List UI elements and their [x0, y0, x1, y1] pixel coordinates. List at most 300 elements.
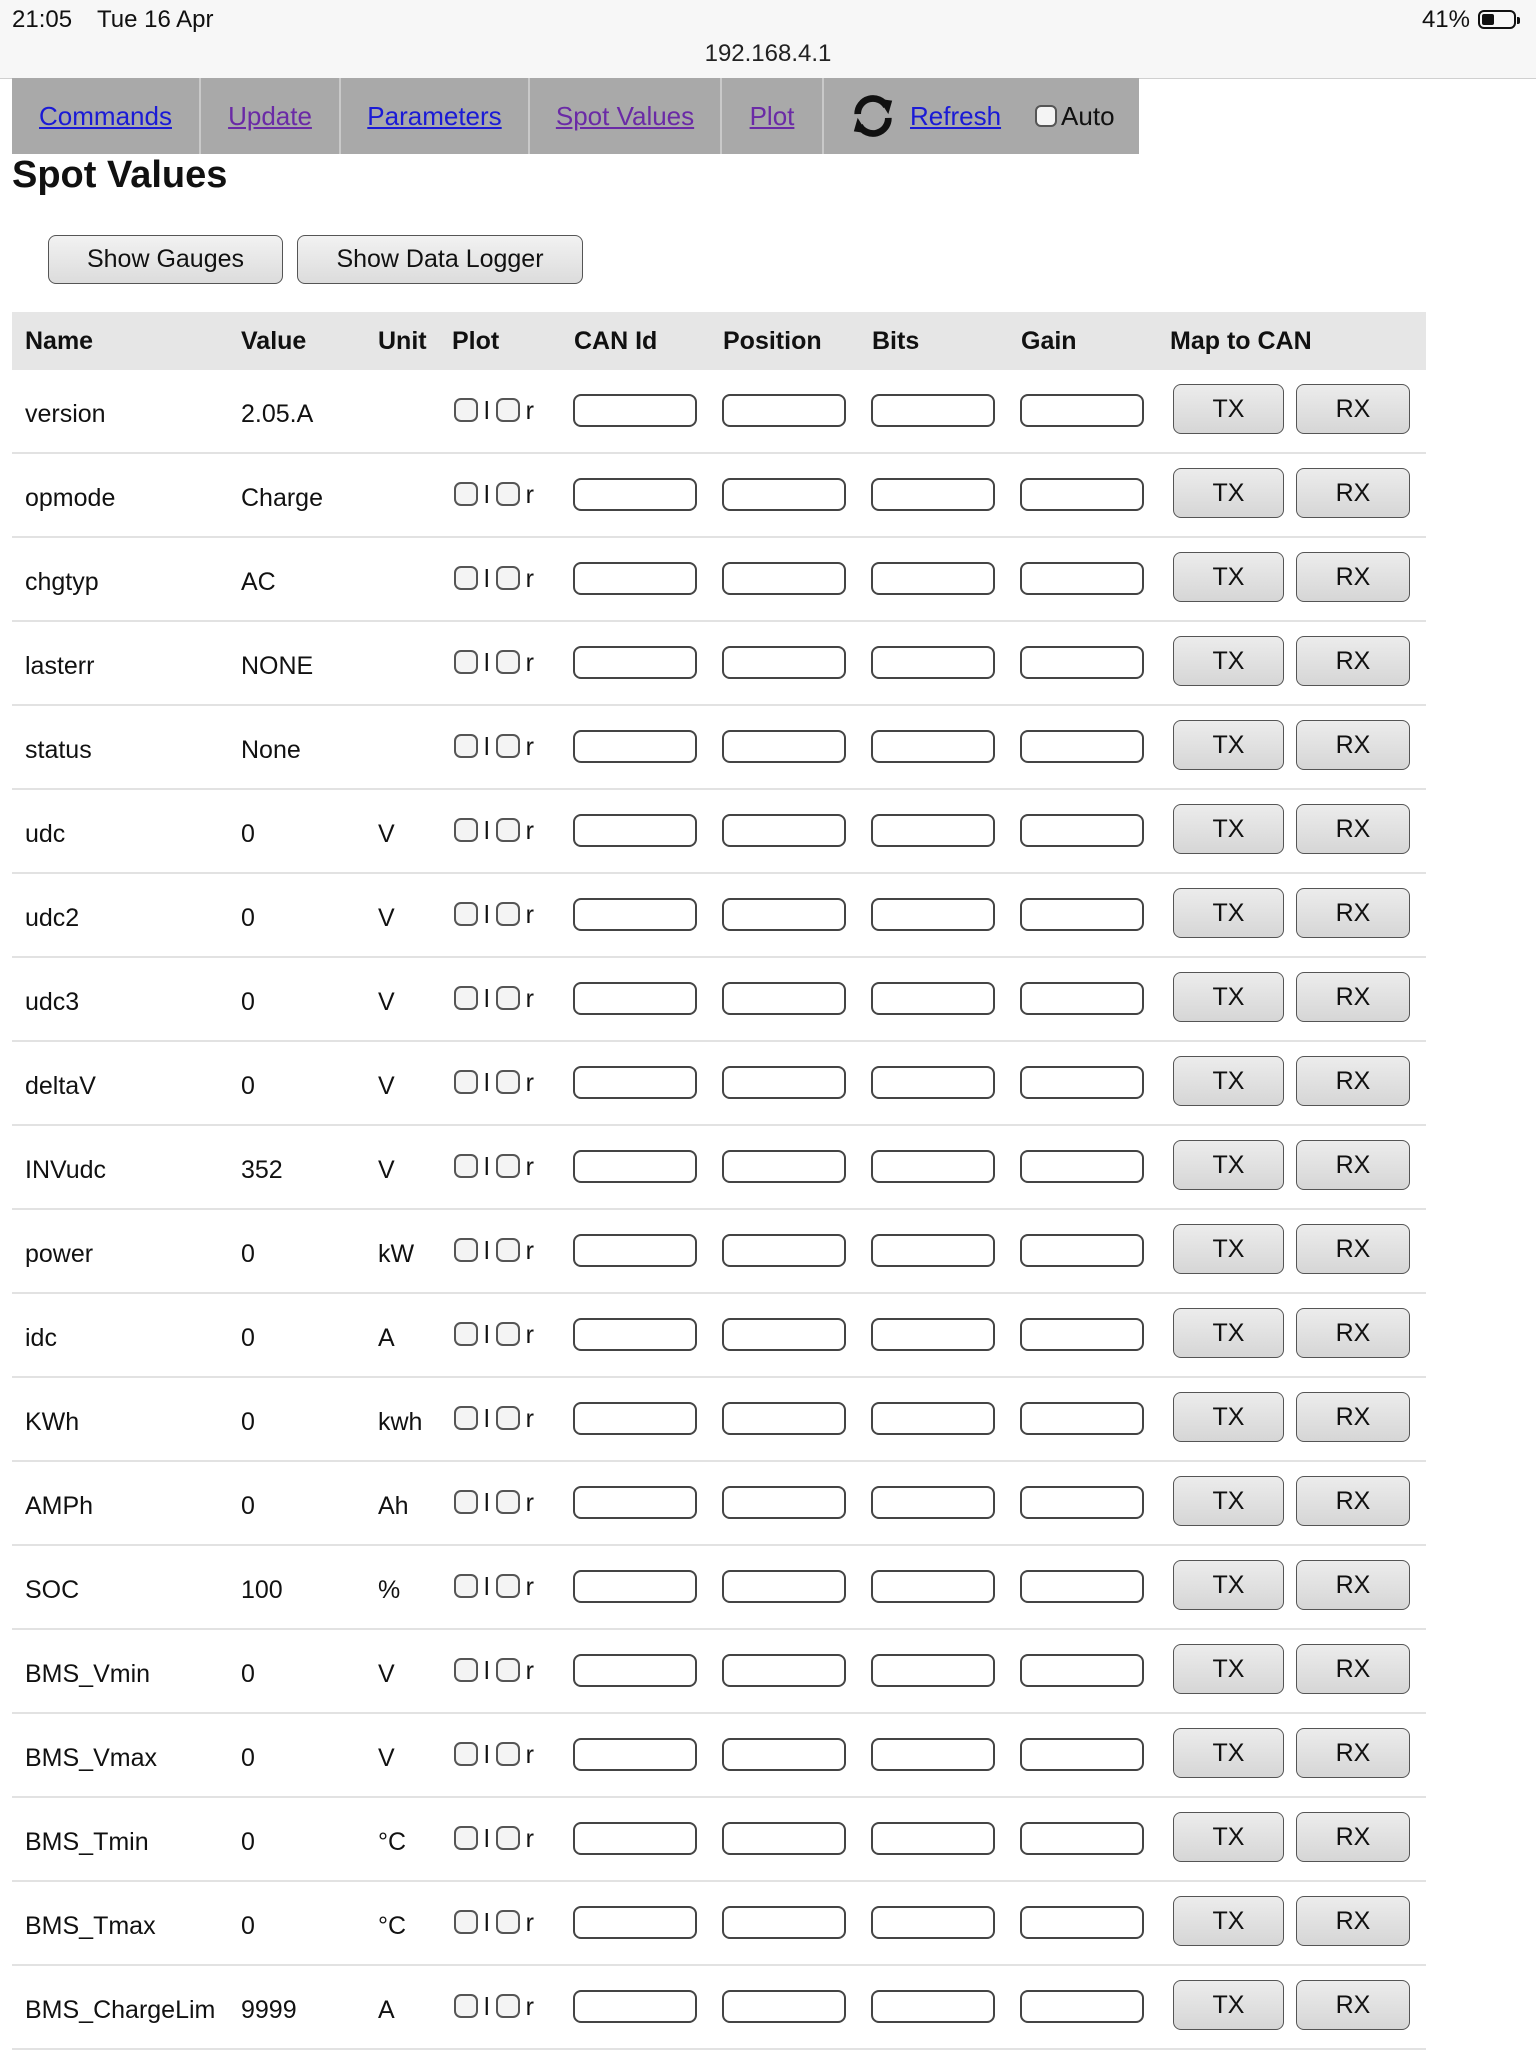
bits-input[interactable] — [871, 1990, 995, 2023]
show-data-logger-button[interactable]: Show Data Logger — [297, 235, 583, 284]
nav-link-update[interactable]: Update — [228, 100, 312, 131]
row-name: udc3 — [25, 988, 80, 1016]
plot-right-label: r — [525, 1909, 534, 1937]
position-input[interactable] — [722, 982, 846, 1015]
rx-button[interactable]: RX — [1296, 1056, 1410, 1106]
bits-input[interactable] — [871, 646, 995, 679]
position-input[interactable] — [722, 1822, 846, 1855]
plot-right-checkbox[interactable] — [496, 1322, 520, 1346]
row-value: 0 — [241, 904, 255, 932]
row-value: AC — [241, 568, 276, 596]
plot-right-label: r — [525, 397, 534, 425]
gain-input[interactable] — [1020, 1066, 1144, 1099]
auto-label: Auto — [1061, 100, 1115, 131]
plot-left-label: l — [484, 565, 490, 593]
plot-checkbox-group — [454, 1907, 540, 1936]
plot-left-label: l — [484, 1825, 490, 1853]
plot-right-checkbox[interactable] — [496, 1070, 520, 1094]
plot-checkbox-group — [454, 1235, 540, 1264]
plot-left-label: l — [484, 1909, 490, 1937]
header-gain: Gain — [1021, 327, 1077, 355]
address-bar-url[interactable]: 192.168.4.1 — [704, 40, 832, 67]
position-input[interactable] — [722, 646, 846, 679]
nav-item-plot — [722, 78, 824, 154]
rx-button[interactable]: RX — [1296, 1896, 1410, 1946]
bits-input[interactable] — [871, 1822, 995, 1855]
plot-right-label: r — [525, 733, 534, 761]
bits-input[interactable] — [871, 1234, 995, 1267]
bits-input[interactable] — [871, 1486, 995, 1519]
row-value: NONE — [241, 652, 314, 680]
gain-input[interactable] — [1020, 1486, 1144, 1519]
plot-right-checkbox[interactable] — [496, 566, 520, 590]
tx-button[interactable]: TX — [1173, 1140, 1284, 1190]
rx-button[interactable]: RX — [1296, 636, 1410, 686]
row-name: INVudc — [25, 1156, 107, 1184]
bits-input[interactable] — [871, 1570, 995, 1603]
row-name: opmode — [25, 484, 116, 512]
plot-right-checkbox[interactable] — [496, 1994, 520, 2018]
table-row — [12, 622, 1426, 706]
can-id-input[interactable] — [573, 1066, 697, 1099]
nav-item-refresh — [824, 78, 1139, 154]
bits-input[interactable] — [871, 730, 995, 763]
table-row — [12, 1462, 1426, 1546]
bits-input[interactable] — [871, 562, 995, 595]
bits-input[interactable] — [871, 982, 995, 1015]
plot-checkbox-group — [454, 1319, 540, 1348]
rx-button[interactable]: RX — [1296, 1980, 1410, 2030]
table-row — [12, 1210, 1426, 1294]
plot-checkbox-group — [454, 1403, 540, 1432]
row-name: chgtyp — [25, 568, 99, 596]
header-plot: Plot — [452, 327, 500, 355]
bits-input[interactable] — [871, 1906, 995, 1939]
browser-status-bar — [0, 0, 1536, 79]
nav-link-commands[interactable]: Commands — [39, 100, 172, 131]
plot-checkbox-group — [454, 731, 540, 760]
plot-checkbox-group — [454, 647, 540, 676]
plot-checkbox-group — [454, 899, 540, 928]
plot-checkbox-group — [454, 1655, 540, 1684]
row-name: BMS_Tmax — [25, 1912, 156, 1940]
plot-checkbox-group — [454, 1571, 540, 1600]
plot-left-label: l — [484, 1657, 490, 1685]
tx-button[interactable]: TX — [1173, 720, 1284, 770]
tx-button[interactable]: TX — [1173, 1056, 1284, 1106]
battery-percent: 41% — [1421, 6, 1470, 33]
nav-link-spot-values[interactable]: Spot Values — [555, 100, 695, 131]
gain-input[interactable] — [1020, 814, 1144, 847]
table-row — [12, 874, 1426, 958]
plot-right-label: r — [525, 1153, 534, 1181]
can-id-input[interactable] — [573, 394, 697, 427]
gain-input[interactable] — [1020, 1150, 1144, 1183]
rx-button[interactable]: RX — [1296, 888, 1410, 938]
header-unit: Unit — [378, 327, 427, 355]
tx-button[interactable]: TX — [1173, 1644, 1284, 1694]
plot-left-checkbox[interactable] — [454, 1322, 478, 1346]
plot-left-label: l — [484, 1741, 490, 1769]
plot-left-checkbox[interactable] — [454, 1406, 478, 1430]
plot-left-checkbox[interactable] — [454, 818, 478, 842]
table-row — [12, 1966, 1426, 2050]
rx-button[interactable]: RX — [1296, 1224, 1410, 1274]
can-id-input[interactable] — [573, 478, 697, 511]
plot-right-checkbox[interactable] — [496, 1490, 520, 1514]
bits-input[interactable] — [871, 1402, 995, 1435]
plot-right-checkbox[interactable] — [496, 818, 520, 842]
row-unit: Ah — [378, 1492, 409, 1520]
plot-right-checkbox[interactable] — [496, 398, 520, 422]
row-value: 0 — [241, 1744, 255, 1772]
plot-checkbox-group — [454, 1067, 540, 1096]
position-input[interactable] — [722, 814, 846, 847]
plot-right-checkbox[interactable] — [496, 734, 520, 758]
can-id-input[interactable] — [573, 1234, 697, 1267]
table-row — [12, 1798, 1426, 1882]
can-id-input[interactable] — [573, 1570, 697, 1603]
plot-right-label: r — [525, 565, 534, 593]
tx-button[interactable]: TX — [1173, 468, 1284, 518]
plot-left-checkbox[interactable] — [454, 1658, 478, 1682]
row-name: KWh — [25, 1408, 80, 1436]
row-value: Charge — [241, 484, 323, 512]
plot-checkbox-group — [454, 1991, 540, 2020]
row-unit: V — [378, 1072, 395, 1100]
can-id-input[interactable] — [573, 562, 697, 595]
rx-button[interactable]: RX — [1296, 384, 1410, 434]
rx-button[interactable]: RX — [1296, 1644, 1410, 1694]
gain-input[interactable] — [1020, 1570, 1144, 1603]
nav-link-parameters[interactable]: Parameters — [367, 100, 502, 131]
tx-button[interactable]: TX — [1173, 1980, 1284, 2030]
rx-button[interactable]: RX — [1296, 1392, 1410, 1442]
plot-checkbox-group — [454, 1487, 540, 1516]
plot-checkbox-group — [454, 815, 540, 844]
plot-left-checkbox[interactable] — [454, 902, 478, 926]
gain-input[interactable] — [1020, 898, 1144, 931]
plot-left-checkbox[interactable] — [454, 1742, 478, 1766]
plot-right-checkbox[interactable] — [496, 986, 520, 1010]
header-map-to-can: Map to CAN — [1170, 327, 1312, 355]
table-row — [12, 1126, 1426, 1210]
tx-button[interactable]: TX — [1173, 1476, 1284, 1526]
plot-right-checkbox[interactable] — [496, 1238, 520, 1262]
rx-button[interactable]: RX — [1296, 972, 1410, 1022]
position-input[interactable] — [722, 1486, 846, 1519]
bits-input[interactable] — [871, 1150, 995, 1183]
table-row — [12, 790, 1426, 874]
row-name: deltaV — [25, 1072, 96, 1100]
position-input[interactable] — [722, 1738, 846, 1771]
show-gauges-button[interactable]: Show Gauges — [48, 235, 283, 284]
bits-input[interactable] — [871, 478, 995, 511]
row-name: udc2 — [25, 904, 80, 932]
plot-left-label: l — [484, 1153, 490, 1181]
rx-button[interactable]: RX — [1296, 1728, 1410, 1778]
plot-right-label: r — [525, 1825, 534, 1853]
tx-button[interactable]: TX — [1173, 972, 1284, 1022]
row-unit: A — [378, 1996, 395, 2024]
gain-input[interactable] — [1020, 982, 1144, 1015]
tx-button[interactable]: TX — [1173, 888, 1284, 938]
plot-right-checkbox[interactable] — [496, 1742, 520, 1766]
position-input[interactable] — [722, 730, 846, 763]
gain-input[interactable] — [1020, 730, 1144, 763]
table-row — [12, 1042, 1426, 1126]
position-input[interactable] — [722, 898, 846, 931]
tx-button[interactable]: TX — [1173, 636, 1284, 686]
gain-input[interactable] — [1020, 562, 1144, 595]
can-id-input[interactable] — [573, 1402, 697, 1435]
row-unit: °C — [378, 1912, 407, 1940]
position-input[interactable] — [722, 1066, 846, 1099]
plot-left-label: l — [484, 397, 490, 425]
position-input[interactable] — [722, 1654, 846, 1687]
bits-input[interactable] — [871, 1654, 995, 1687]
gain-input[interactable] — [1020, 1402, 1144, 1435]
can-id-input[interactable] — [573, 1150, 697, 1183]
rx-button[interactable]: RX — [1296, 1560, 1410, 1610]
row-name: BMS_ChargeLim — [25, 1996, 216, 2024]
bits-input[interactable] — [871, 1066, 995, 1099]
battery-icon — [1478, 10, 1516, 29]
tx-button[interactable]: TX — [1173, 1308, 1284, 1358]
plot-right-checkbox[interactable] — [496, 1574, 520, 1598]
rx-button[interactable]: RX — [1296, 1812, 1410, 1862]
auto-checkbox[interactable] — [1035, 105, 1057, 127]
tx-button[interactable]: TX — [1173, 1896, 1284, 1946]
nav-item-parameters — [341, 78, 530, 154]
row-unit: kW — [378, 1240, 415, 1268]
plot-left-label: l — [484, 1993, 490, 2021]
plot-left-label: l — [484, 481, 490, 509]
table-row — [12, 454, 1426, 538]
table-row — [12, 1630, 1426, 1714]
plot-left-checkbox[interactable] — [454, 566, 478, 590]
position-input[interactable] — [722, 1990, 846, 2023]
plot-left-checkbox[interactable] — [454, 1910, 478, 1934]
plot-left-checkbox[interactable] — [454, 1238, 478, 1262]
rx-button[interactable]: RX — [1296, 720, 1410, 770]
plot-left-checkbox[interactable] — [454, 986, 478, 1010]
plot-right-checkbox[interactable] — [496, 1406, 520, 1430]
can-id-input[interactable] — [573, 1654, 697, 1687]
bits-input[interactable] — [871, 898, 995, 931]
gain-input[interactable] — [1020, 394, 1144, 427]
tx-button[interactable]: TX — [1173, 1560, 1284, 1610]
row-unit: V — [378, 820, 395, 848]
bits-input[interactable] — [871, 394, 995, 427]
row-unit: V — [378, 904, 395, 932]
position-input[interactable] — [722, 1906, 846, 1939]
row-name: BMS_Vmin — [25, 1660, 151, 1688]
plot-checkbox-group — [454, 1739, 540, 1768]
status-date: Tue 16 Apr — [97, 6, 214, 33]
plot-checkbox-group — [454, 1151, 540, 1180]
spot-values-table — [12, 312, 1426, 2050]
can-id-input[interactable] — [573, 982, 697, 1015]
header-name: Name — [25, 327, 94, 355]
can-id-input[interactable] — [573, 646, 697, 679]
can-id-input[interactable] — [573, 1822, 697, 1855]
plot-right-label: r — [525, 1237, 534, 1265]
plot-right-label: r — [525, 901, 534, 929]
can-id-input[interactable] — [573, 1738, 697, 1771]
status-time: 21:05 — [12, 6, 73, 33]
plot-right-checkbox[interactable] — [496, 902, 520, 926]
bits-input[interactable] — [871, 1738, 995, 1771]
can-id-input[interactable] — [573, 1318, 697, 1351]
position-input[interactable] — [722, 1150, 846, 1183]
refresh-link[interactable]: Refresh — [910, 100, 1002, 131]
plot-left-checkbox[interactable] — [454, 1826, 478, 1850]
plot-checkbox-group — [454, 395, 540, 424]
row-value: 9999 — [241, 1996, 297, 2024]
can-id-input[interactable] — [573, 1990, 697, 2023]
gain-input[interactable] — [1020, 1990, 1144, 2023]
rx-button[interactable]: RX — [1296, 804, 1410, 854]
plot-left-label: l — [484, 733, 490, 761]
position-input[interactable] — [722, 1570, 846, 1603]
can-id-input[interactable] — [573, 730, 697, 763]
can-id-input[interactable] — [573, 898, 697, 931]
plot-left-checkbox[interactable] — [454, 482, 478, 506]
plot-right-checkbox[interactable] — [496, 1826, 520, 1850]
bits-input[interactable] — [871, 814, 995, 847]
row-value: 0 — [241, 1408, 255, 1436]
table-row — [12, 1378, 1426, 1462]
refresh-icon[interactable] — [850, 93, 896, 139]
plot-checkbox-group — [454, 983, 540, 1012]
plot-right-checkbox[interactable] — [496, 1910, 520, 1934]
row-value: 0 — [241, 1828, 255, 1856]
bits-input[interactable] — [871, 1318, 995, 1351]
plot-checkbox-group — [454, 1823, 540, 1852]
row-name: AMPh — [25, 1492, 94, 1520]
header-position: Position — [723, 327, 822, 355]
plot-left-checkbox[interactable] — [454, 1070, 478, 1094]
row-value: 0 — [241, 1072, 255, 1100]
plot-right-label: r — [525, 649, 534, 677]
plot-right-label: r — [525, 1321, 534, 1349]
plot-left-checkbox[interactable] — [454, 1154, 478, 1178]
plot-left-checkbox[interactable] — [454, 734, 478, 758]
tx-button[interactable]: TX — [1173, 1728, 1284, 1778]
position-input[interactable] — [722, 394, 846, 427]
row-name: SOC — [25, 1576, 80, 1604]
gain-input[interactable] — [1020, 1738, 1144, 1771]
plot-left-label: l — [484, 1489, 490, 1517]
table-row — [12, 1294, 1426, 1378]
tx-button[interactable]: TX — [1173, 1812, 1284, 1862]
row-name: status — [25, 736, 92, 764]
tx-button[interactable]: TX — [1173, 384, 1284, 434]
tx-button[interactable]: TX — [1173, 1224, 1284, 1274]
plot-right-checkbox[interactable] — [496, 482, 520, 506]
plot-left-checkbox[interactable] — [454, 1994, 478, 2018]
row-unit: kwh — [378, 1408, 423, 1436]
plot-checkbox-group — [454, 563, 540, 592]
position-input[interactable] — [722, 478, 846, 511]
nav-link-plot[interactable]: Plot — [749, 100, 795, 131]
plot-right-checkbox[interactable] — [496, 650, 520, 674]
gain-input[interactable] — [1020, 646, 1144, 679]
tx-button[interactable]: TX — [1173, 1392, 1284, 1442]
row-unit: V — [378, 1744, 395, 1772]
plot-left-checkbox[interactable] — [454, 1574, 478, 1598]
plot-left-label: l — [484, 1405, 490, 1433]
nav-item-commands — [12, 78, 201, 154]
row-value: 0 — [241, 1492, 255, 1520]
row-value: 0 — [241, 988, 255, 1016]
row-unit: A — [378, 1324, 395, 1352]
row-name: version — [25, 400, 106, 428]
gain-input[interactable] — [1020, 1318, 1144, 1351]
plot-right-label: r — [525, 817, 534, 845]
tx-button[interactable]: TX — [1173, 804, 1284, 854]
gain-input[interactable] — [1020, 478, 1144, 511]
gain-input[interactable] — [1020, 1906, 1144, 1939]
plot-right-label: r — [525, 1993, 534, 2021]
rx-button[interactable]: RX — [1296, 1140, 1410, 1190]
rx-button[interactable]: RX — [1296, 1476, 1410, 1526]
row-value: 100 — [241, 1576, 283, 1604]
plot-checkbox-group — [454, 479, 540, 508]
can-id-input[interactable] — [573, 814, 697, 847]
table-row — [12, 958, 1426, 1042]
gain-input[interactable] — [1020, 1234, 1144, 1267]
rx-button[interactable]: RX — [1296, 468, 1410, 518]
rx-button[interactable]: RX — [1296, 552, 1410, 602]
header-bits: Bits — [872, 327, 920, 355]
row-value: 0 — [241, 820, 255, 848]
row-unit: V — [378, 1156, 395, 1184]
row-name: idc — [25, 1324, 57, 1352]
table-body — [12, 370, 1426, 2050]
header-can-id: CAN Id — [574, 327, 658, 355]
row-value: 0 — [241, 1324, 255, 1352]
plot-left-checkbox[interactable] — [454, 398, 478, 422]
row-value: 2.05.A — [241, 400, 314, 428]
plot-right-checkbox[interactable] — [496, 1658, 520, 1682]
gain-input[interactable] — [1020, 1822, 1144, 1855]
row-name: BMS_Tmin — [25, 1828, 149, 1856]
plot-right-label: r — [525, 1489, 534, 1517]
plot-left-checkbox[interactable] — [454, 1490, 478, 1514]
position-input[interactable] — [722, 1402, 846, 1435]
gain-input[interactable] — [1020, 1654, 1144, 1687]
plot-left-label: l — [484, 985, 490, 1013]
plot-right-checkbox[interactable] — [496, 1154, 520, 1178]
can-id-input[interactable] — [573, 1486, 697, 1519]
rx-button[interactable]: RX — [1296, 1308, 1410, 1358]
table-row — [12, 1714, 1426, 1798]
can-id-input[interactable] — [573, 1906, 697, 1939]
table-row — [12, 1882, 1426, 1966]
plot-right-label: r — [525, 1741, 534, 1769]
plot-left-label: l — [484, 901, 490, 929]
plot-left-label: l — [484, 649, 490, 677]
nav-item-update — [201, 78, 341, 154]
position-input[interactable] — [722, 1234, 846, 1267]
position-input[interactable] — [722, 1318, 846, 1351]
position-input[interactable] — [722, 562, 846, 595]
table-header — [12, 312, 1426, 370]
tx-button[interactable]: TX — [1173, 552, 1284, 602]
plot-left-checkbox[interactable] — [454, 650, 478, 674]
